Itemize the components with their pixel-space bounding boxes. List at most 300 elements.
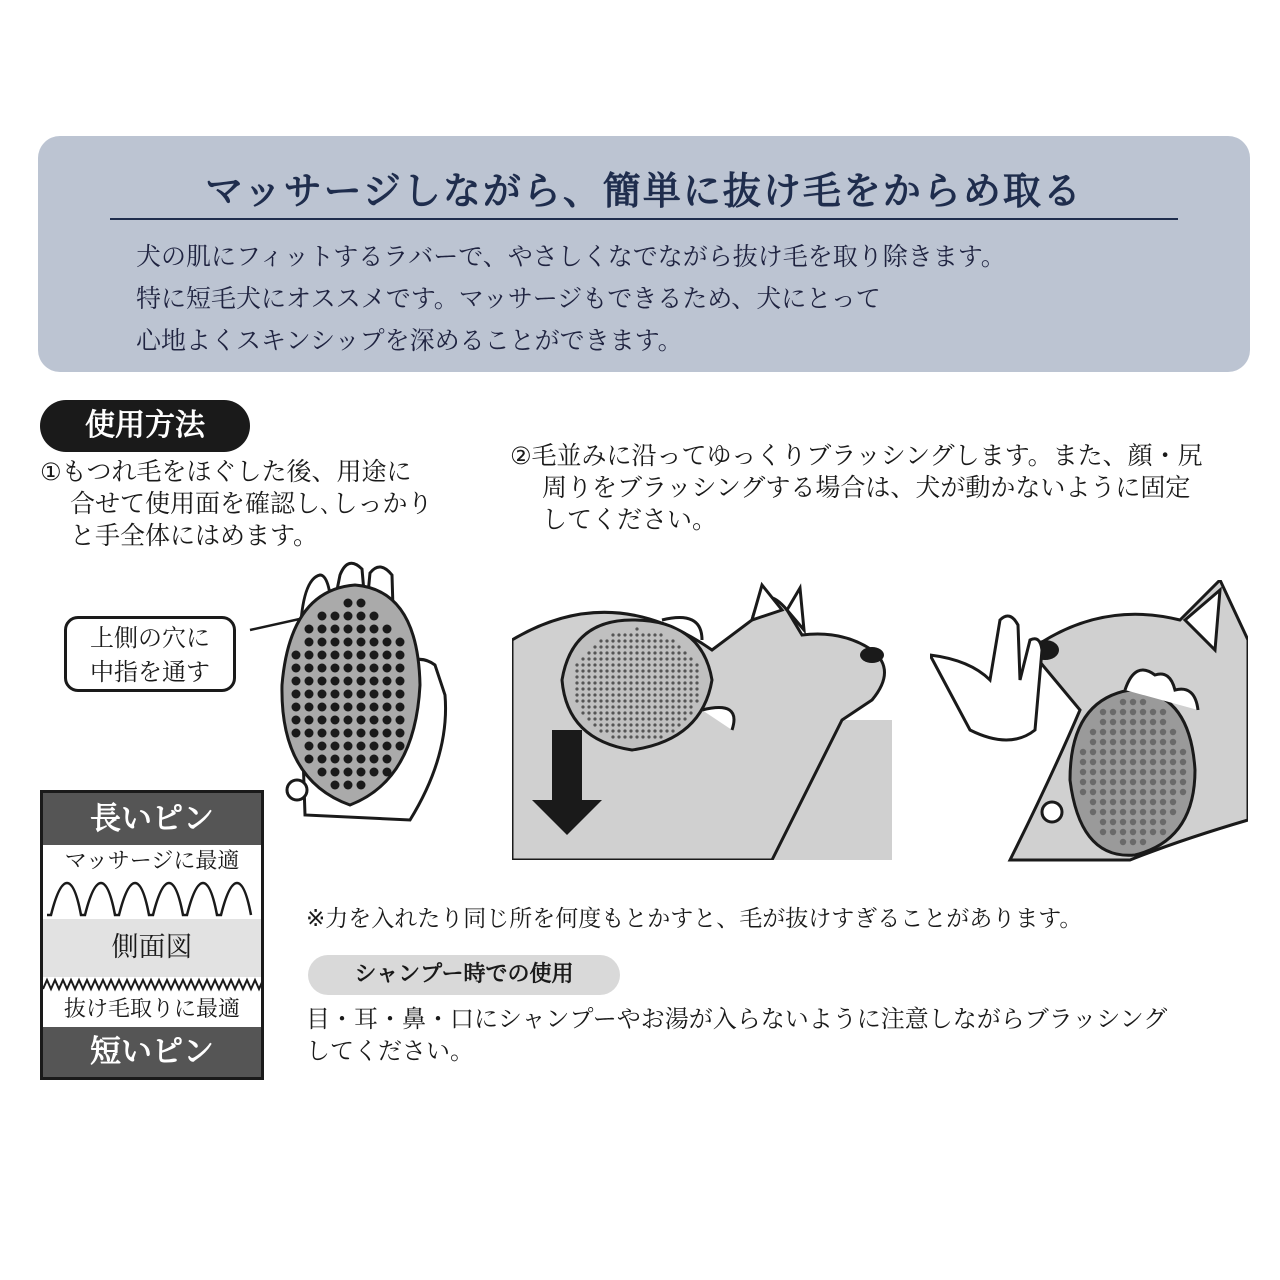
brush-pin-dot xyxy=(629,657,632,660)
brush-pin-dot xyxy=(677,657,680,660)
brush-pin-dot xyxy=(1110,779,1116,785)
brush-pin-dot xyxy=(305,690,314,699)
brush-pin-dot xyxy=(623,717,626,720)
brush-pin-dot xyxy=(581,675,584,678)
brush-pin-dot xyxy=(665,729,668,732)
brush-pin-dot xyxy=(357,742,366,751)
brush-pin-dot xyxy=(1170,779,1176,785)
brush-pin-dot xyxy=(677,669,680,672)
description-line: 特に短毛犬にオススメです。マッサージもできるため、犬にとって xyxy=(136,284,881,313)
brush-pin-dot xyxy=(1180,779,1186,785)
brush-pin-dot xyxy=(617,633,620,636)
brush-pin-dot xyxy=(671,669,674,672)
brush-pin-dot xyxy=(665,663,668,666)
brush-pin-dot xyxy=(605,705,608,708)
brush-pin-dot xyxy=(1160,739,1166,745)
brush-pin-dot xyxy=(611,711,614,714)
brush-pin-dot xyxy=(1130,799,1136,805)
brush-pin-dot xyxy=(617,717,620,720)
brush-pin-dot xyxy=(1080,759,1086,765)
brush-pin-dot xyxy=(396,716,405,725)
brush-pin-dot xyxy=(641,681,644,684)
brush-pin-dot xyxy=(647,729,650,732)
brush-pin-dot xyxy=(1180,769,1186,775)
brush-pin-dot xyxy=(1150,759,1156,765)
brush-pin-dot xyxy=(1160,759,1166,765)
brush-pin-dot xyxy=(665,723,668,726)
brush-pin-dot xyxy=(383,755,392,764)
brush-pin-dot xyxy=(396,664,405,673)
brush-pin-dot xyxy=(396,729,405,738)
brush-pin-dot xyxy=(1120,829,1126,835)
brush-pin-dot xyxy=(611,669,614,672)
brush-pin-dot xyxy=(665,681,668,684)
brush-pin-dot xyxy=(344,768,353,777)
brush-pin-dot xyxy=(370,690,379,699)
brush-pin-dot xyxy=(1100,769,1106,775)
brush-pin-dot xyxy=(647,717,650,720)
brush-pin-dot xyxy=(383,664,392,673)
brush-pin-dot xyxy=(305,755,314,764)
shampoo-badge: シャンプー時での使用 xyxy=(308,955,620,995)
brush-pin-dot xyxy=(641,717,644,720)
brush-pin-dot xyxy=(599,699,602,702)
brush-pin-dot xyxy=(1120,839,1126,845)
brush-pin-dot xyxy=(318,677,327,686)
brush-pin-dot xyxy=(683,651,686,654)
brush-pin-dot xyxy=(647,735,650,738)
brush-pin-dot xyxy=(629,705,632,708)
brush-pin-dot xyxy=(641,645,644,648)
brush-pin-dot xyxy=(1110,709,1116,715)
brush-pin-dot xyxy=(292,703,301,712)
brush-pin-dot xyxy=(318,690,327,699)
brush-pin-dot xyxy=(1110,769,1116,775)
brush-pin-dot xyxy=(605,651,608,654)
brush-pin-dot xyxy=(1170,789,1176,795)
brush-pin-dot xyxy=(331,638,340,647)
brush-pin-dot xyxy=(1100,799,1106,805)
short-pin-label: 短いピン xyxy=(43,1027,261,1077)
brush-pin-dot xyxy=(292,690,301,699)
brush-pin-dot xyxy=(331,690,340,699)
brush-pin-dot xyxy=(581,681,584,684)
brush-pin-dot xyxy=(1160,709,1166,715)
brush-pin-dot xyxy=(1150,809,1156,815)
brush-pin-dot xyxy=(653,681,656,684)
brush-pin-dot xyxy=(665,669,668,672)
step-2-text xyxy=(510,440,1203,536)
brush-pin-dot xyxy=(1140,719,1146,725)
brush-pin-dot xyxy=(629,639,632,642)
brush-pin-dot xyxy=(1180,789,1186,795)
brush-pin-dot xyxy=(1130,709,1136,715)
brush-pin-dot xyxy=(1170,749,1176,755)
brush-pin-dot xyxy=(593,645,596,648)
brush-pin-dot xyxy=(647,663,650,666)
brush-pin-dot xyxy=(671,657,674,660)
brush-pin-dot xyxy=(1110,829,1116,835)
brush-pin-dot xyxy=(611,735,614,738)
usage-badge: 使用方法 xyxy=(40,400,250,452)
brush-pin-dot xyxy=(599,711,602,714)
brush-pin-dot xyxy=(396,638,405,647)
brush-pin-dot xyxy=(653,729,656,732)
brush-pin-dot xyxy=(695,669,698,672)
brush-pin-dot xyxy=(659,723,662,726)
brush-pin-dot xyxy=(605,729,608,732)
brush-pin-dot xyxy=(383,729,392,738)
brush-pin-dot xyxy=(1150,799,1156,805)
brush-pin-dot xyxy=(671,639,674,642)
brush-pin-dot xyxy=(671,687,674,690)
step-1-number: ① xyxy=(40,458,62,486)
brush-pin-dot xyxy=(1120,709,1126,715)
brush-pin-dot xyxy=(665,639,668,642)
brush-pin-dot xyxy=(575,687,578,690)
brush-pin-dot xyxy=(396,677,405,686)
step-1-line: もつれ毛をほぐした後、用途に xyxy=(61,457,412,486)
brush-pin-dot xyxy=(683,705,686,708)
brush-pin-dot xyxy=(1110,809,1116,815)
brush-pin-dot xyxy=(629,687,632,690)
brush-pin-dot xyxy=(641,693,644,696)
brush-pin-dot xyxy=(599,639,602,642)
brush-pin-dot xyxy=(599,645,602,648)
brush-pin-dot xyxy=(671,693,674,696)
brush-pin-dot xyxy=(629,723,632,726)
brush-pin-dot xyxy=(677,663,680,666)
brush-pin-dot xyxy=(581,687,584,690)
brush-pin-dot xyxy=(683,675,686,678)
brush-pin-dot xyxy=(593,657,596,660)
brush-pin-dot xyxy=(1150,739,1156,745)
brush-pin-dot xyxy=(357,664,366,673)
brush-pin-dot xyxy=(659,717,662,720)
brush-pin-dot xyxy=(575,693,578,696)
brush-pin-dot xyxy=(677,723,680,726)
callout-middle-finger xyxy=(64,616,236,692)
brush-pin-dot xyxy=(617,657,620,660)
brush-pin-dot xyxy=(671,711,674,714)
brush-pin-dot xyxy=(659,675,662,678)
brush-pin-dot xyxy=(344,703,353,712)
brush-pin-dot xyxy=(659,669,662,672)
brush-pin-dot xyxy=(318,651,327,660)
brush-pin-dot xyxy=(370,664,379,673)
description-line: 心地よくスキンシップを深めることができます。 xyxy=(136,326,683,355)
brush-pin-dot xyxy=(605,645,608,648)
brush-pin-dot xyxy=(587,675,590,678)
brush-pin-dot xyxy=(357,651,366,660)
brush-pin-dot xyxy=(1130,699,1136,705)
brush-pin-dot xyxy=(653,699,656,702)
brush-pin-dot xyxy=(599,669,602,672)
brush-pin-dot xyxy=(611,717,614,720)
brush-pin-dot xyxy=(581,669,584,672)
brush-pin-dot xyxy=(605,711,608,714)
brush-pin-dot xyxy=(647,645,650,648)
brush-pin-dot xyxy=(1110,739,1116,745)
brush-pin-dot xyxy=(1130,759,1136,765)
brush-pin-dot xyxy=(641,699,644,702)
brush-pin-dot xyxy=(659,735,662,738)
brush-pin-dot xyxy=(635,627,638,630)
brush-pin-dot xyxy=(1120,719,1126,725)
brush-pin-dot xyxy=(344,755,353,764)
brush-pin-dot xyxy=(677,651,680,654)
dog-back-brushing-illustration xyxy=(512,580,892,860)
brush-pin-dot xyxy=(653,675,656,678)
brush-pin-dot xyxy=(1130,739,1136,745)
brush-pin-dot xyxy=(659,693,662,696)
brush-pin-dot xyxy=(605,723,608,726)
shampoo-instructions xyxy=(306,1003,1167,1067)
brush-pin-dot xyxy=(635,645,638,648)
brush-pin-dot xyxy=(689,705,692,708)
brush-pin-dot xyxy=(318,755,327,764)
brush-pin-dot xyxy=(1090,779,1096,785)
brush-pin-dot xyxy=(1140,789,1146,795)
brush-pin-dot xyxy=(344,599,353,608)
brush-pin-dot xyxy=(1130,779,1136,785)
brush-pin-dot xyxy=(611,639,614,642)
brush-pin-dot xyxy=(671,723,674,726)
brush-pin-dot xyxy=(629,645,632,648)
brush-pin-dot xyxy=(635,735,638,738)
brush-pin-dot xyxy=(1080,769,1086,775)
callout-line: 中指を通す xyxy=(90,658,210,686)
brush-pin-dot xyxy=(1130,819,1136,825)
brush-pin-dot xyxy=(370,638,379,647)
brush-pin-dot xyxy=(1120,819,1126,825)
brush-pin-dot xyxy=(1110,819,1116,825)
brush-pin-dot xyxy=(1160,829,1166,835)
brush-pin-dot xyxy=(587,711,590,714)
step-1-line: と手全体にはめます。 xyxy=(70,521,319,550)
brush-pin-dot xyxy=(581,693,584,696)
brush-pin-dot xyxy=(344,716,353,725)
step-1-line: 合せて使用面を確認し､しっかり xyxy=(70,489,433,518)
brush-pin-dot xyxy=(689,711,692,714)
brush-pin-dot xyxy=(575,669,578,672)
brush-pin-dot xyxy=(1090,769,1096,775)
brush-pin-dot xyxy=(1090,809,1096,815)
brush-pin-dot xyxy=(1120,799,1126,805)
long-pin-profile xyxy=(43,879,261,919)
brush-pin-dot xyxy=(629,693,632,696)
brush-pin-dot xyxy=(593,699,596,702)
brush-pin-dot xyxy=(623,657,626,660)
brush-pin-dot xyxy=(1140,709,1146,715)
brush-pin-dot xyxy=(344,625,353,634)
brush-pin-dot xyxy=(331,625,340,634)
brush-pin-dot xyxy=(1140,759,1146,765)
shampoo-line: してください。 xyxy=(306,1037,474,1065)
brush-pin-dot xyxy=(357,781,366,790)
brush-pin-dot xyxy=(305,638,314,647)
brush-pin-dot xyxy=(647,633,650,636)
brush-pin-dot xyxy=(599,687,602,690)
brush-pin-dot xyxy=(1100,749,1106,755)
brush-pin-dot xyxy=(587,705,590,708)
brush-pin-dot xyxy=(370,755,379,764)
brush-pin-dot xyxy=(1120,809,1126,815)
brush-pin-dot xyxy=(653,693,656,696)
brush-pin-dot xyxy=(677,699,680,702)
brush-pin-dot xyxy=(695,687,698,690)
brush-pin-dot xyxy=(396,742,405,751)
brush-pin-dot xyxy=(635,657,638,660)
brush-pin-dot xyxy=(1160,779,1166,785)
brush-pin-dot xyxy=(1150,769,1156,775)
brush-pin-dot xyxy=(617,735,620,738)
brush-pin-dot xyxy=(593,669,596,672)
brush-pin-dot xyxy=(1140,829,1146,835)
brush-pin-dot xyxy=(1150,819,1156,825)
brush-pin-dot xyxy=(599,675,602,678)
brush-pin-dot xyxy=(659,681,662,684)
description-line: 犬の肌にフィットするラバーで、やさしくなでながら抜け毛を取り除きます。 xyxy=(136,242,1006,271)
brush-pin-dot xyxy=(1170,799,1176,805)
brush-pin-dot xyxy=(605,663,608,666)
brush-pin-dot xyxy=(695,699,698,702)
brush-pin-dot xyxy=(683,711,686,714)
brush-pin-dot xyxy=(1090,759,1096,765)
brush-pin-dot xyxy=(635,675,638,678)
brush-pin-dot xyxy=(647,639,650,642)
brush-pin-dot xyxy=(587,657,590,660)
brush-pin-dot xyxy=(593,705,596,708)
brush-pin-dot xyxy=(653,687,656,690)
brush-pin-dot xyxy=(581,699,584,702)
brush-pin-dot xyxy=(599,681,602,684)
brush-pin-dot xyxy=(331,742,340,751)
brush-pin-dot xyxy=(671,645,674,648)
brush-pin-dot xyxy=(665,705,668,708)
brush-pin-dot xyxy=(1170,739,1176,745)
brush-pin-dot xyxy=(1090,789,1096,795)
brush-pin-dot xyxy=(1120,779,1126,785)
brush-pin-dot xyxy=(1110,749,1116,755)
brush-pin-dot xyxy=(623,663,626,666)
brush-pin-dot xyxy=(593,663,596,666)
brush-pin-dot xyxy=(396,703,405,712)
brush-pin-dot xyxy=(344,781,353,790)
brush-pin-dot xyxy=(344,690,353,699)
brush-pin-dot xyxy=(370,651,379,660)
brush-pin-dot xyxy=(617,699,620,702)
brush-pin-dot xyxy=(1080,749,1086,755)
brush-pin-dot xyxy=(641,639,644,642)
brush-pin-dot xyxy=(623,675,626,678)
dog-face-brushing-illustration xyxy=(930,580,1248,870)
brush-pin-dot xyxy=(383,677,392,686)
brush-pin-dot xyxy=(677,687,680,690)
brush-pin-dot xyxy=(617,663,620,666)
brush-pin-dot xyxy=(1170,809,1176,815)
brush-pin-dot xyxy=(318,716,327,725)
brush-pin-dot xyxy=(611,681,614,684)
brush-pin-dot xyxy=(689,657,692,660)
brush-pin-dot xyxy=(318,625,327,634)
brush-pin-dot xyxy=(659,699,662,702)
brush-pin-dot xyxy=(689,669,692,672)
brush-pin-dot xyxy=(605,681,608,684)
callout-line: 上側の穴に xyxy=(90,624,210,652)
brush-pin-dot xyxy=(677,675,680,678)
brush-pin-dot xyxy=(695,663,698,666)
brush-pin-dot xyxy=(641,735,644,738)
brush-pin-dot xyxy=(1130,719,1136,725)
brush-pin-dot xyxy=(683,687,686,690)
brush-pin-dot xyxy=(370,625,379,634)
brush-pin-dot xyxy=(357,703,366,712)
brush-pin-dot xyxy=(653,651,656,654)
brush-pin-dot xyxy=(623,699,626,702)
brush-pin-dot xyxy=(641,687,644,690)
brush-pin-dot xyxy=(305,677,314,686)
brush-pin-dot xyxy=(599,729,602,732)
brush-pin-dot xyxy=(689,699,692,702)
brush-pin-dot xyxy=(635,717,638,720)
brush-pin-dot xyxy=(1110,729,1116,735)
brush-pin-dot xyxy=(305,625,314,634)
brush-pin-dot xyxy=(1100,709,1106,715)
brush-pin-dot xyxy=(1170,769,1176,775)
brush-pin-dot xyxy=(671,681,674,684)
brush-pin-dot xyxy=(593,717,596,720)
brush-pin-dot xyxy=(653,663,656,666)
brush-pin-dot xyxy=(587,687,590,690)
pin-legend xyxy=(40,790,264,1080)
brush-pin-dot xyxy=(617,711,620,714)
brush-pin-dot xyxy=(695,681,698,684)
brush-pin-dot xyxy=(1140,809,1146,815)
brush-pin-dot xyxy=(647,723,650,726)
brush-pin-dot xyxy=(1090,729,1096,735)
brush-pin-dot xyxy=(611,663,614,666)
short-pin-use: 抜け毛取りに最適 xyxy=(43,993,261,1027)
brush-pin-dot xyxy=(1140,769,1146,775)
brush-pin-dot xyxy=(1150,829,1156,835)
brush-pin-dot xyxy=(1120,759,1126,765)
brush-pin-dot xyxy=(611,657,614,660)
brush-pin-dot xyxy=(647,675,650,678)
brush-pin-dot xyxy=(665,687,668,690)
brush-pin-dot xyxy=(581,705,584,708)
brush-pin-dot xyxy=(1140,799,1146,805)
brush-pin-dot xyxy=(575,699,578,702)
brush-pin-dot xyxy=(635,711,638,714)
brush-pin-dot xyxy=(623,729,626,732)
brush-pin-dot xyxy=(1140,739,1146,745)
brush-pin-dot xyxy=(599,717,602,720)
brush-pin-dot xyxy=(575,675,578,678)
brush-pin-dot xyxy=(1160,819,1166,825)
step-1-text xyxy=(40,456,433,552)
brush-pin-dot xyxy=(1120,789,1126,795)
brush-pin-dot xyxy=(617,729,620,732)
brush-pin-dot xyxy=(641,711,644,714)
brush-pin-dot xyxy=(1130,829,1136,835)
brush-pin-dot xyxy=(647,669,650,672)
brush-pin-dot xyxy=(635,669,638,672)
brush-pin-dot xyxy=(647,693,650,696)
brush-pin-dot xyxy=(1100,729,1106,735)
brush-pin-dot xyxy=(617,645,620,648)
brush-pin-dot xyxy=(641,729,644,732)
